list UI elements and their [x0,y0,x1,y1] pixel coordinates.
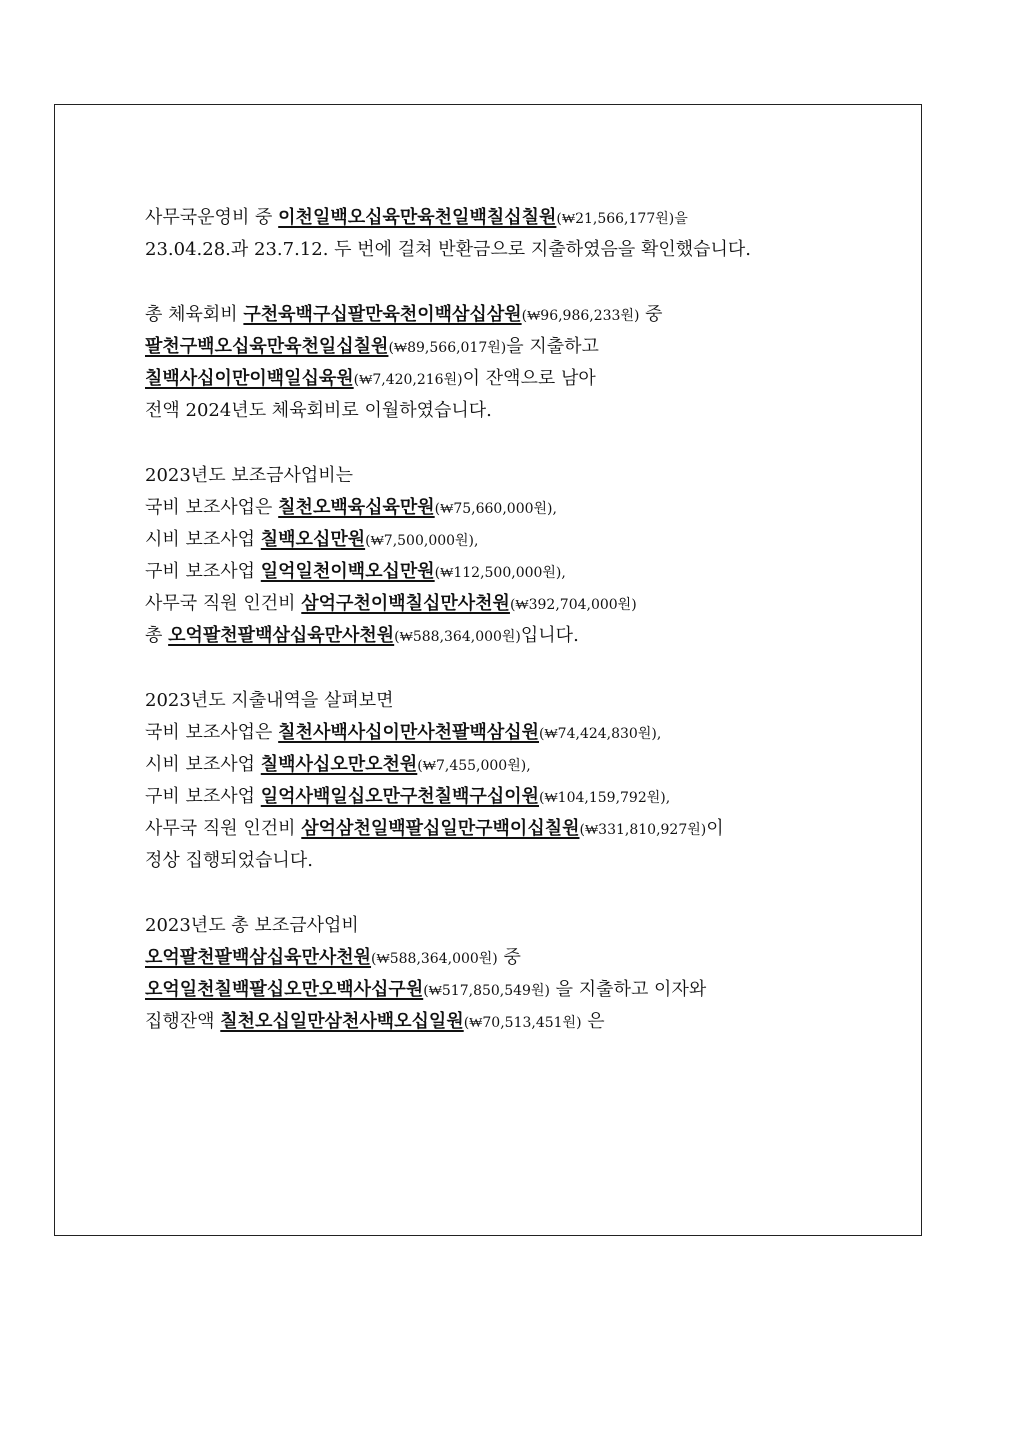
p5-line-1 [145,910,845,942]
amount-number: (₩74,424,830원), [539,726,662,742]
text: 국비 보조사업은 [145,722,279,743]
p4-line-6 [145,845,845,877]
amount-number: (₩75,660,000원), [434,501,557,517]
p3-line-2 [145,492,845,524]
amount-korean: 칠천오십일만삼천사백오십일원 [220,1011,464,1032]
p3-line-4 [145,556,845,588]
text: 정상 집행되었습니다. [145,850,313,871]
text: 집행잔액 [145,1011,221,1032]
text: 사무국운영비 중 [145,207,279,228]
p2-line-4 [145,395,845,427]
p3-line-3 [145,524,845,556]
text: 구비 보조사업 [145,561,261,582]
amount-korean: 오억일천칠백팔십오만오백사십구원 [145,979,424,1000]
amount-number: (₩331,810,927원) [579,822,707,838]
p2-line-2 [145,331,845,363]
text: 중 [639,304,663,325]
amount-number: (₩7,420,216원) [353,372,463,388]
text: 시비 보조사업 [145,754,261,775]
amount-korean: 일억사백일십오만구천칠백구십이원 [260,786,539,807]
amount-korean: 팔천구백오십육만육천일십칠원 [145,336,389,357]
amount-korean: 칠천오백육십육만원 [278,497,435,518]
text: 은 [581,1011,605,1032]
amount-korean: 구천육백구십팔만육천이백삼십삼원 [243,304,522,325]
p2-line-1 [145,299,845,331]
p5-line-4 [145,1006,845,1038]
document-body [145,202,845,1038]
text: 23.04.28.과 23.7.12. 두 번에 걸쳐 반환금으로 지출하였음을 확인했습니다. [145,239,751,260]
amount-number: (₩96,986,233원) [521,308,640,324]
text: 입니다. [520,625,579,646]
text: 전액 2024년도 체육회비로 이월하였습니다. [145,400,492,421]
p3-line-1 [145,460,845,492]
amount-number: (₩517,850,549원) [423,983,550,999]
text: 총 [145,625,169,646]
text: 중 [497,947,521,968]
amount-korean: 오억팔천팔백삼십육만사천원 [145,947,372,968]
p3-line-6 [145,620,845,652]
p5-line-2 [145,942,845,974]
p4-line-1 [145,685,845,717]
text: 이 잔액으로 남아 [462,368,596,389]
amount-number: (₩392,704,000원) [509,597,637,613]
p4-line-4 [145,781,845,813]
text: 사무국 직원 인건비 [145,818,302,839]
amount-number: (₩7,455,000원), [417,758,531,774]
amount-number: (₩112,500,000원), [434,565,566,581]
p4-line-3 [145,749,845,781]
amount-korean: 칠천사백사십이만사천팔백삼십원 [278,722,539,743]
text: 을 지출하고 [506,336,599,357]
amount-korean: 삼억삼천일백팔십일만구백이십칠원 [301,818,580,839]
amount-korean: 이천일백오십육만육천일백칠십칠원 [278,207,557,228]
text: 이 [706,818,724,839]
text: 2023년도 지출내역을 살펴보면 [145,690,394,711]
text: 2023년도 보조금사업비는 [145,465,354,486]
text: 시비 보조사업 [145,529,261,550]
amount-number: (₩70,513,451원) [463,1015,582,1031]
amount-number: (₩588,364,000원) [371,951,498,967]
text: 총 체육회비 [145,304,244,325]
text: 국비 보조사업은 [145,497,279,518]
p4-line-5 [145,813,845,845]
amount-korean: 칠백오십만원 [260,529,366,550]
amount-number: (₩21,566,177원)을 [556,211,688,227]
p5-line-3 [145,974,845,1006]
p4-line-2 [145,717,845,749]
amount-korean: 오억팔천팔백삼십육만사천원 [168,625,395,646]
text: 을 지출하고 이자와 [549,979,707,1000]
amount-number: (₩588,364,000원) [394,629,521,645]
amount-korean: 칠백사십이만이백일십육원 [145,368,354,389]
amount-korean: 칠백사십오만오천원 [260,754,418,775]
p1-line-2 [145,234,845,266]
amount-korean: 일억일천이백오십만원 [260,561,435,582]
amount-korean: 삼억구천이백칠십만사천원 [301,593,510,614]
text: 사무국 직원 인건비 [145,593,302,614]
p1-line-1 [145,202,845,234]
amount-number: (₩7,500,000원), [365,533,479,549]
amount-number: (₩89,566,017원) [388,340,507,356]
text: 2023년도 총 보조금사업비 [145,915,359,936]
text: 구비 보조사업 [145,786,261,807]
p2-line-3 [145,363,845,395]
p3-line-5 [145,588,845,620]
amount-number: (₩104,159,792원), [539,790,671,806]
